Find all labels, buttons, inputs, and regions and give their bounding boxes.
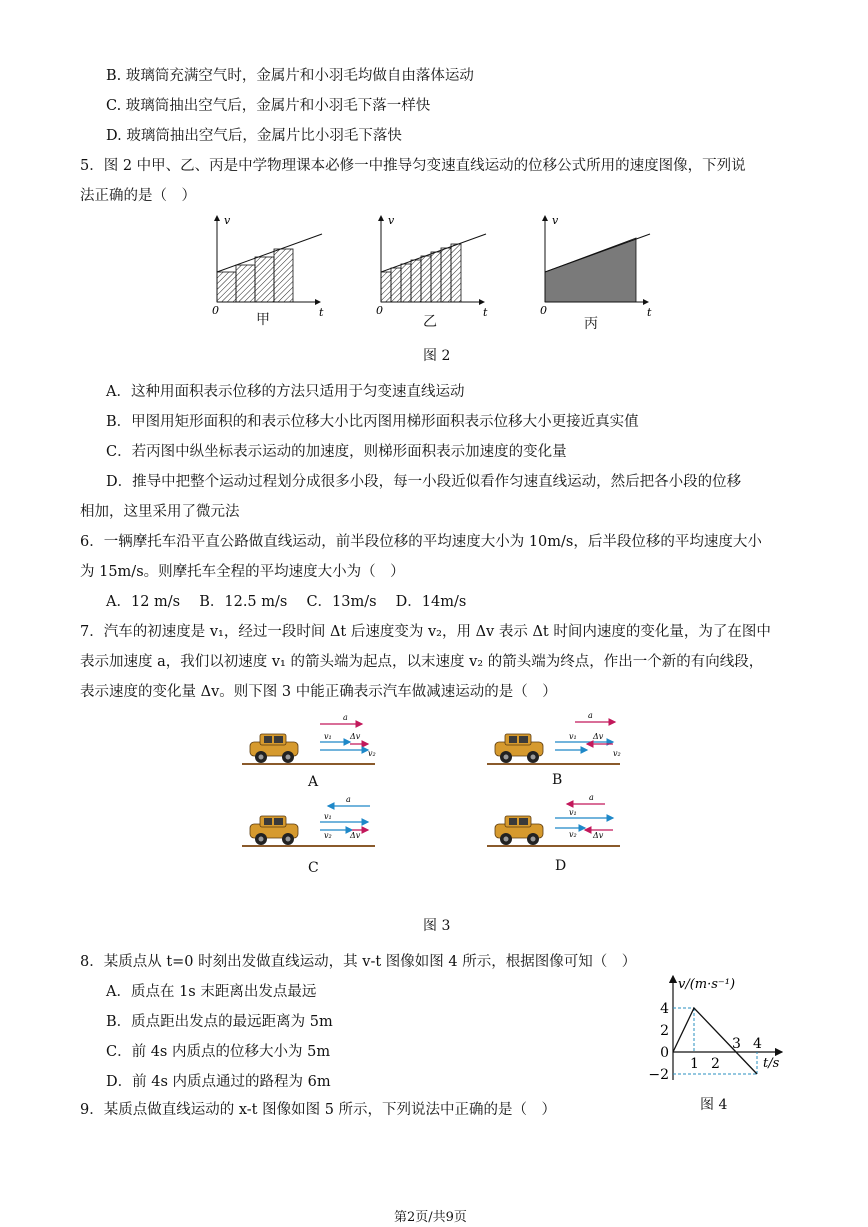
figure-3-caption: 图 3 bbox=[423, 918, 451, 934]
svg-text:a: a bbox=[346, 795, 351, 804]
q7-stem-line1: 7．汽车的初速度是 v₁，经过一段时间 Δt 后速度变为 v₂，用 Δv 表示 Δt 时间内速度的变化量，为了在图中 bbox=[80, 624, 771, 640]
y-tick-label: 2 bbox=[660, 1023, 669, 1039]
svg-text:0: 0 bbox=[376, 304, 383, 317]
graph-yi bbox=[376, 214, 488, 319]
svg-text:v₁: v₁ bbox=[324, 732, 332, 741]
q9-stem: 9．某质点做直线运动的 x-t 图像如图 5 所示，下列说法中正确的是（ ） bbox=[80, 1102, 557, 1118]
svg-text:0: 0 bbox=[212, 304, 219, 317]
x-tick-label: 1 bbox=[690, 1056, 699, 1072]
svg-text:v₂: v₂ bbox=[569, 830, 577, 839]
x-tick-label: 2 bbox=[711, 1056, 720, 1072]
figure-4-vt-graph bbox=[640, 968, 800, 1088]
q5-option-b: B．甲图用矩形面积的和表示位移大小比丙图用梯形面积表示位移大小更接近真实值 bbox=[106, 414, 639, 430]
svg-text:a: a bbox=[589, 793, 594, 802]
page-number: 第2页/共9页 bbox=[394, 1210, 467, 1225]
y-axis-label: v/(m·s⁻¹) bbox=[678, 977, 736, 992]
svg-text:t: t bbox=[647, 306, 652, 319]
svg-text:t: t bbox=[483, 306, 488, 319]
svg-text:0: 0 bbox=[540, 304, 547, 317]
panel-a bbox=[242, 713, 376, 764]
figure-4-caption: 图 4 bbox=[700, 1097, 728, 1113]
graph-jia bbox=[212, 214, 324, 319]
q5-option-a: A．这种用面积表示位移的方法只适用于匀变速直线运动 bbox=[106, 384, 465, 400]
x-tick-label: 3 bbox=[732, 1036, 741, 1052]
q8-option-d: D．前 4s 内质点通过的路程为 6m bbox=[106, 1074, 331, 1090]
svg-text:v: v bbox=[388, 214, 395, 227]
q8-option-a: A．质点在 1s 末距离出发点最远 bbox=[106, 984, 317, 1000]
svg-text:Δv: Δv bbox=[593, 831, 604, 840]
svg-text:v₂: v₂ bbox=[613, 749, 621, 758]
q5-option-d-line2: 相加，这里采用了微元法 bbox=[80, 504, 240, 520]
q4-option-c: C. 玻璃筒抽出空气后，金属片和小羽毛下落一样快 bbox=[106, 98, 431, 114]
x-axis-label: t/s bbox=[763, 1056, 780, 1071]
svg-text:a: a bbox=[588, 711, 593, 720]
q6-options: A．12 m/s B．12.5 m/s C．13m/s D．14m/s bbox=[106, 594, 467, 610]
q7-stem-line2: 表示加速度 a，我们以初速度 v₁ 的箭头端为起点，以末速度 v₂ 的箭头端为终点，作出一个新的有向线段， bbox=[80, 654, 764, 670]
svg-text:v₁: v₁ bbox=[569, 732, 577, 741]
y-tick-label: −2 bbox=[648, 1067, 669, 1083]
q4-option-d: D. 玻璃筒抽出空气后，金属片比小羽毛下落快 bbox=[106, 128, 402, 144]
svg-text:Δv: Δv bbox=[350, 831, 361, 840]
svg-text:a: a bbox=[343, 713, 348, 722]
panel-d bbox=[487, 793, 620, 846]
svg-text:Δv: Δv bbox=[350, 732, 361, 741]
svg-text:v₁: v₁ bbox=[569, 808, 577, 817]
svg-text:t: t bbox=[319, 306, 324, 319]
panel-label-a: A bbox=[308, 774, 319, 790]
q7-stem-line3: 表示速度的变化量 Δv。则下图 3 中能正确表示汽车做减速运动的是（ ） bbox=[80, 684, 557, 700]
q6-stem-line2: 为 15m/s。则摩托车全程的平均速度大小为（ ） bbox=[80, 564, 405, 580]
svg-text:v₂: v₂ bbox=[368, 749, 376, 758]
q4-option-b: B. 玻璃筒充满空气时，金属片和小羽毛均做自由落体运动 bbox=[106, 68, 474, 84]
figure-3-car-panels bbox=[240, 708, 630, 858]
figure-2-caption: 图 2 bbox=[423, 348, 451, 364]
q8-option-c: C．前 4s 内质点的位移大小为 5m bbox=[106, 1044, 331, 1060]
panel-label-b: B bbox=[552, 772, 563, 788]
q5-option-c: C．若丙图中纵坐标表示运动的加速度，则梯形面积表示加速度的变化量 bbox=[106, 444, 567, 460]
panel-label-d: D bbox=[555, 858, 567, 874]
x-tick-label: 4 bbox=[753, 1036, 762, 1052]
y-tick-label: 4 bbox=[660, 1001, 669, 1017]
graph-label-yi: 乙 bbox=[423, 314, 437, 330]
q5-option-d-line1: D．推导中把整个运动过程划分成很多小段，每一小段近似看作匀速直线运动，然后把各小段的位移 bbox=[106, 474, 742, 490]
q6-stem-line1: 6．一辆摩托车沿平直公路做直线运动，前半段位移的平均速度大小为 10m/s，后半段位移的平均速度大小 bbox=[80, 534, 762, 550]
graph-label-jia: 甲 bbox=[256, 312, 270, 328]
graph-label-bing: 丙 bbox=[584, 316, 598, 332]
q8-option-b: B．质点距出发点的最远距离为 5m bbox=[106, 1014, 333, 1030]
q5-stem-line1: 5．图 2 中甲、乙、丙是中学物理课本必修一中推导匀变速直线运动的位移公式所用的速度图像，下列说 bbox=[80, 158, 746, 174]
svg-text:v: v bbox=[224, 214, 231, 227]
q5-stem-line2: 法正确的是（ ） bbox=[80, 188, 196, 204]
svg-text:v₁: v₁ bbox=[324, 812, 332, 821]
svg-text:v: v bbox=[552, 214, 559, 227]
panel-label-c: C bbox=[308, 860, 319, 876]
y-tick-label: 0 bbox=[660, 1045, 669, 1061]
panel-b bbox=[487, 711, 621, 764]
svg-text:Δv: Δv bbox=[593, 732, 604, 741]
y-tick-labels bbox=[648, 1001, 669, 1083]
q8-stem: 8．某质点从 t=0 时刻出发做直线运动，其 v-t 图像如图 4 所示，根据图像可知（ ） bbox=[80, 954, 637, 970]
graph-bing bbox=[540, 214, 652, 319]
svg-text:v₂: v₂ bbox=[324, 831, 332, 840]
panel-c bbox=[242, 795, 375, 846]
